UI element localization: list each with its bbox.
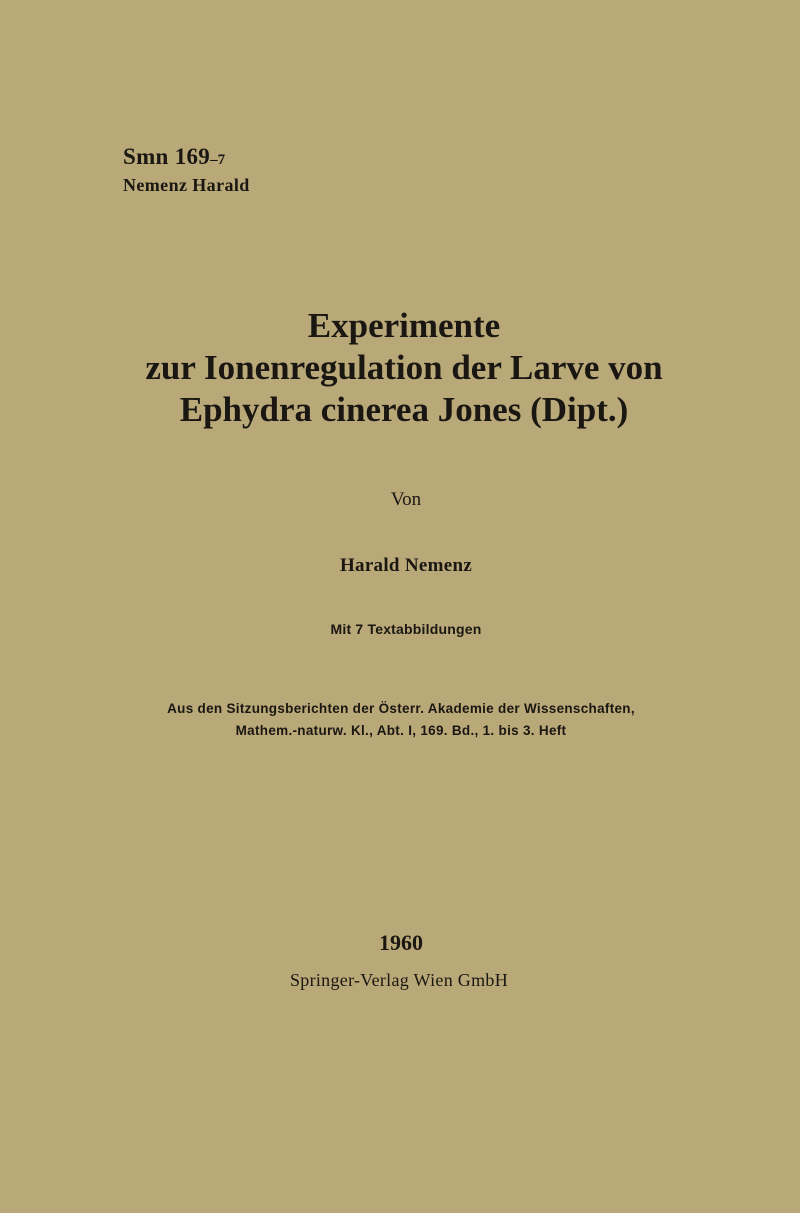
figures-note: Mit 7 Textabbildungen	[330, 621, 482, 637]
series-label	[123, 145, 250, 194]
source-note	[0, 698, 800, 742]
source-line-1: Aus den Sitzungsberichten der Österr. Akademie der Wissenschaften,	[167, 701, 635, 716]
series-author: Nemenz Harald	[123, 175, 250, 195]
series-code: Smn 169	[123, 144, 211, 169]
author-name: Harald Nemenz	[339, 555, 473, 576]
book-title	[0, 305, 800, 431]
publication-year: 1960	[379, 930, 423, 955]
source-line-2: Mathem.-naturw. Kl., Abt. I, 169. Bd., 1. bis 3. Heft	[235, 723, 567, 738]
title-line-3: Ephydra cinerea Jones (Dipt.)	[179, 390, 629, 429]
title-line-2: zur Ionenregulation der Larve von	[145, 348, 663, 387]
publisher-name: Springer-Verlag Wien GmbH	[289, 970, 509, 990]
series-number-suffix: –7	[210, 152, 226, 168]
byline-von: Von	[390, 489, 422, 510]
title-line-1: Experimente	[307, 306, 501, 345]
